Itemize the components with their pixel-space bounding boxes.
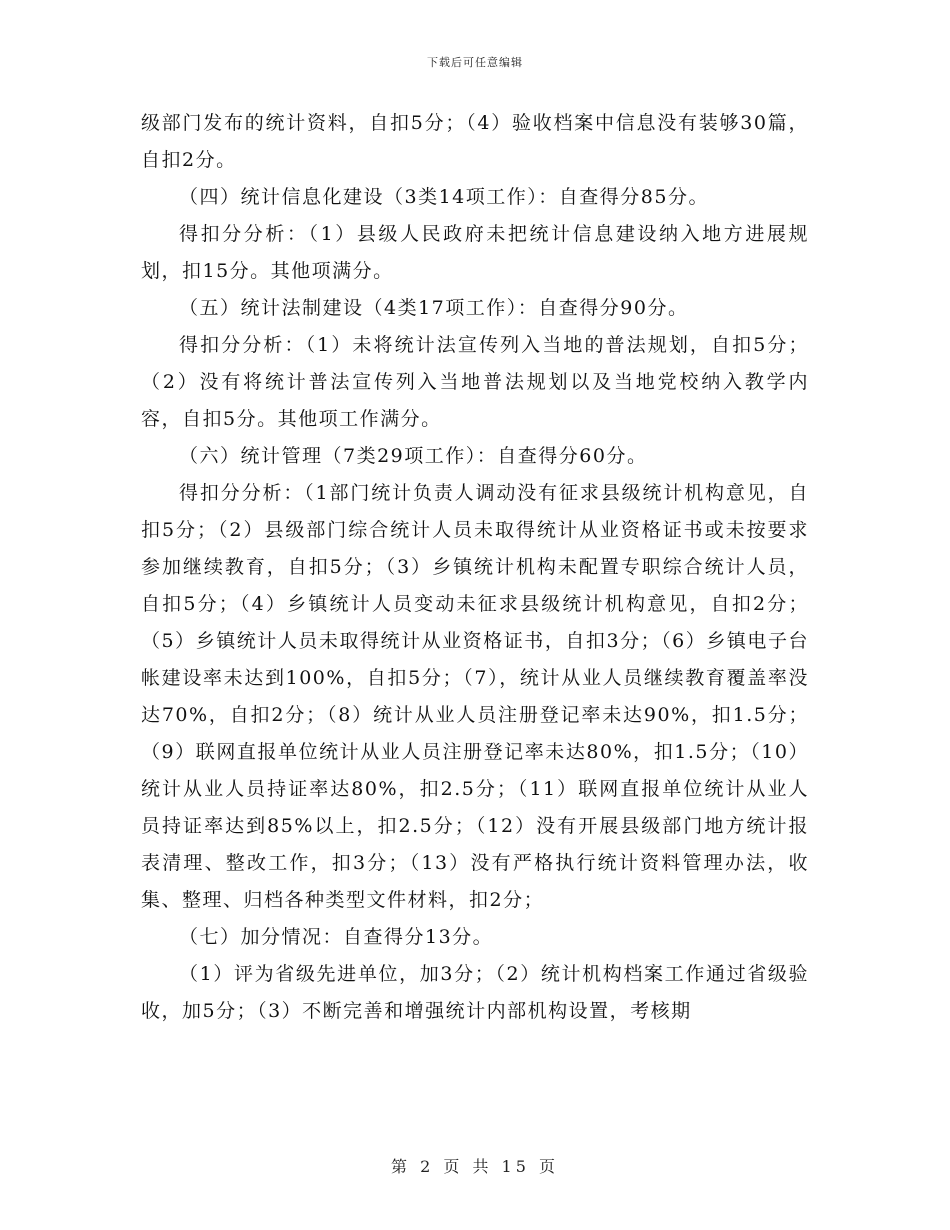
page-header: 下载后可任意编辑 — [427, 56, 523, 69]
page-footer: 第 2 页 共 15 页 — [391, 1157, 559, 1176]
paragraph-3: 得扣分分析：（1）县级人民政府未把统计信息建设纳入地方进展规划，扣15分。其他项满分。 — [141, 223, 809, 282]
document-body — [141, 105, 809, 1030]
paragraph-2: （四）统计信息化建设（3类14项工作）：自查得分85分。 — [179, 186, 709, 208]
paragraph-5: 得扣分分析：（1）未将统计法宣传列入当地的普法规划，自扣5分；（2）没有将统计普法宣传列入当地普法规划以及当地党校纳入教学内容，自扣5分。其他项工作满分。 — [141, 334, 809, 430]
paragraph-4: （五）统计法制建设（4类17项工作）：自查得分90分。 — [179, 297, 689, 319]
paragraph-6: （六）统计管理（7类29项工作）：自查得分60分。 — [179, 445, 648, 467]
paragraph-9: （1）评为省级先进单位，加3分；（2）统计机构档案工作通过省级验收，加5分；（3）不断完善和增强统计内部机构设置，考核期 — [141, 963, 809, 1022]
paragraph-8: （七）加分情况：自查得分13分。 — [179, 926, 494, 948]
paragraph-7: 得扣分分析：（1部门统计负责人调动没有征求县级统计机构意见，自扣5分；（2）县级部门综合统计人员未取得统计从业资格证书或未按要求参加继续教育，自扣5分；（3）乡镇统计机构未配置专职综合统计人员，自扣5分；（4）乡镇统计人员变动未征求县级统计机构意见，自扣2分；（5）乡镇统计人员未取得统计从业资格证书，自扣3分；（6）乡镇电子台帐建设率未达到100%，自扣5分；（7），统计从业人员继续教育覆盖率没达70%，自扣2分；（8）统计从业人员注册登记率未达90%，扣1.5分；（9）联网直报单位统计从业人员注册登记率未达80%，扣1.5分；（10）统计从业人员持证率达80%，扣2.5分；（11）联网直报单位统计从业人员持证率达到85%以上，扣2.5分；（12）没有开展县级部门地方统计报表清理、整改工作，扣3分；（13）没有严格执行统计资料管理办法，收集、整理、归档各种类型文件材料，扣2分； — [141, 482, 809, 911]
paragraph-1: 级部门发布的统计资料，自扣5分；（4）验收档案中信息没有装够30篇，自扣2分。 — [141, 112, 809, 171]
